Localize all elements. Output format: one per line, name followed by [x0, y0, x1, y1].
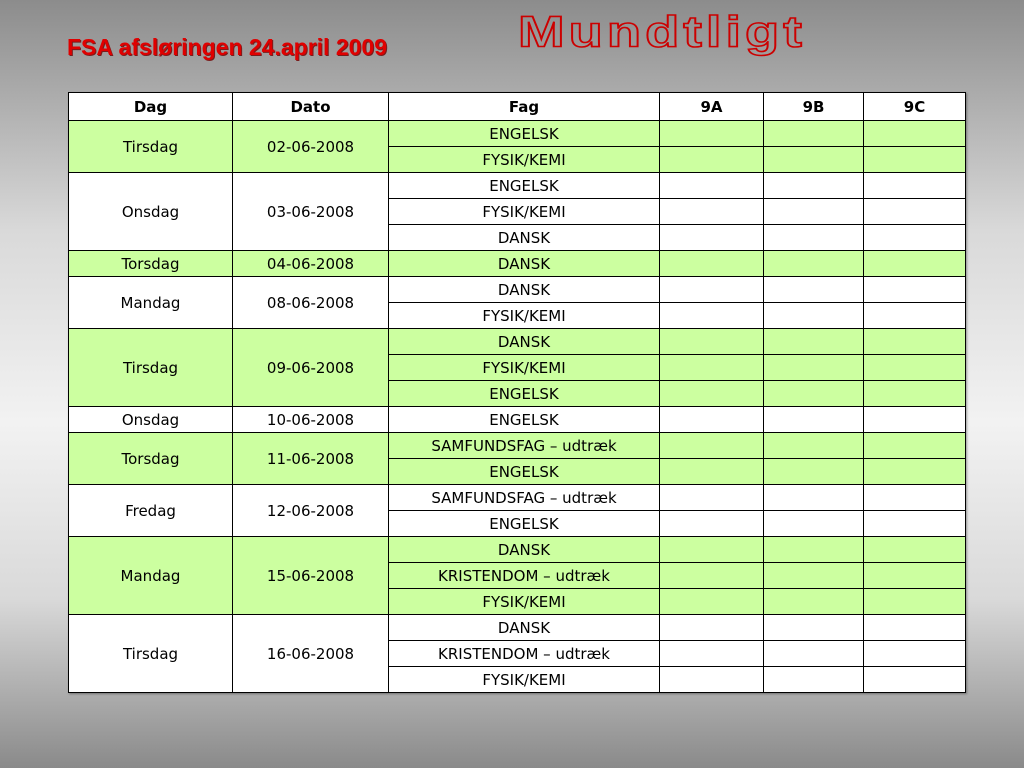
cell-class-9b — [764, 303, 864, 329]
cell-fag: KRISTENDOM – udtræk — [389, 563, 660, 589]
cell-class-9b — [764, 537, 864, 563]
cell-fag: SAMFUNDSFAG – udtræk — [389, 433, 660, 459]
cell-fag: ENGELSK — [389, 173, 660, 199]
cell-class-9b — [764, 173, 864, 199]
cell-class-9b — [764, 589, 864, 615]
column-header-dag: Dag — [69, 93, 233, 121]
cell-class-9b — [764, 251, 864, 277]
cell-class-9b — [764, 433, 864, 459]
cell-class-9b — [764, 147, 864, 173]
cell-dato: 11-06-2008 — [233, 433, 389, 485]
cell-class-9b — [764, 225, 864, 251]
cell-class-9b — [764, 355, 864, 381]
cell-class-9c — [864, 355, 966, 381]
cell-dag: Fredag — [69, 485, 233, 537]
subtitle: FSA afsløringen 24.april 2009 — [67, 34, 387, 60]
table-row — [69, 433, 966, 459]
cell-class-9c — [864, 459, 966, 485]
cell-class-9b — [764, 199, 864, 225]
cell-class-9c — [864, 511, 966, 537]
cell-dag: Mandag — [69, 537, 233, 615]
cell-fag: DANSK — [389, 537, 660, 563]
cell-class-9a — [660, 381, 764, 407]
cell-fag: DANSK — [389, 615, 660, 641]
cell-dag: Onsdag — [69, 173, 233, 251]
cell-class-9c — [864, 173, 966, 199]
cell-class-9b — [764, 121, 864, 147]
cell-dato: 02-06-2008 — [233, 121, 389, 173]
cell-class-9c — [864, 433, 966, 459]
cell-class-9a — [660, 641, 764, 667]
cell-fag: ENGELSK — [389, 121, 660, 147]
cell-class-9a — [660, 511, 764, 537]
column-header-dato: Dato — [233, 93, 389, 121]
cell-fag: FYSIK/KEMI — [389, 147, 660, 173]
column-header-9b: 9B — [764, 93, 864, 121]
cell-dag: Torsdag — [69, 433, 233, 485]
cell-class-9c — [864, 641, 966, 667]
cell-fag: FYSIK/KEMI — [389, 199, 660, 225]
cell-class-9c — [864, 199, 966, 225]
table-row — [69, 121, 966, 147]
table-row — [69, 407, 966, 433]
cell-dato: 10-06-2008 — [233, 407, 389, 433]
cell-class-9a — [660, 615, 764, 641]
cell-class-9a — [660, 433, 764, 459]
cell-fag: KRISTENDOM – udtræk — [389, 641, 660, 667]
cell-dato: 03-06-2008 — [233, 173, 389, 251]
cell-fag: DANSK — [389, 329, 660, 355]
table-row — [69, 251, 966, 277]
table-row — [69, 277, 966, 303]
cell-fag: ENGELSK — [389, 407, 660, 433]
cell-class-9c — [864, 225, 966, 251]
cell-class-9b — [764, 407, 864, 433]
cell-fag: FYSIK/KEMI — [389, 355, 660, 381]
table-body — [69, 121, 966, 693]
cell-class-9c — [864, 329, 966, 355]
cell-fag: FYSIK/KEMI — [389, 667, 660, 693]
cell-class-9a — [660, 121, 764, 147]
cell-class-9a — [660, 277, 764, 303]
cell-fag: FYSIK/KEMI — [389, 303, 660, 329]
cell-class-9c — [864, 485, 966, 511]
cell-fag: DANSK — [389, 225, 660, 251]
cell-class-9b — [764, 563, 864, 589]
cell-dag: Torsdag — [69, 251, 233, 277]
table-row — [69, 615, 966, 641]
cell-class-9b — [764, 511, 864, 537]
cell-class-9c — [864, 615, 966, 641]
cell-fag: FYSIK/KEMI — [389, 589, 660, 615]
cell-class-9c — [864, 563, 966, 589]
cell-class-9c — [864, 589, 966, 615]
cell-class-9c — [864, 251, 966, 277]
cell-class-9b — [764, 641, 864, 667]
cell-class-9c — [864, 381, 966, 407]
table-row — [69, 485, 966, 511]
cell-class-9c — [864, 303, 966, 329]
cell-class-9b — [764, 667, 864, 693]
cell-class-9a — [660, 147, 764, 173]
cell-fag: DANSK — [389, 277, 660, 303]
cell-dag: Onsdag — [69, 407, 233, 433]
cell-class-9a — [660, 355, 764, 381]
cell-dag: Tirsdag — [69, 615, 233, 693]
cell-class-9c — [864, 277, 966, 303]
cell-class-9a — [660, 537, 764, 563]
cell-dato: 09-06-2008 — [233, 329, 389, 407]
cell-dag: Mandag — [69, 277, 233, 329]
cell-fag: DANSK — [389, 251, 660, 277]
table-row — [69, 329, 966, 355]
cell-fag: ENGELSK — [389, 511, 660, 537]
cell-class-9a — [660, 173, 764, 199]
cell-class-9c — [864, 667, 966, 693]
cell-class-9c — [864, 147, 966, 173]
column-header-9a: 9A — [660, 93, 764, 121]
cell-dato: 16-06-2008 — [233, 615, 389, 693]
cell-class-9a — [660, 407, 764, 433]
cell-class-9b — [764, 329, 864, 355]
cell-fag: SAMFUNDSFAG – udtræk — [389, 485, 660, 511]
column-header-fag: Fag — [389, 93, 660, 121]
cell-dag: Tirsdag — [69, 121, 233, 173]
cell-class-9b — [764, 381, 864, 407]
cell-class-9b — [764, 615, 864, 641]
table-row — [69, 537, 966, 563]
cell-dato: 15-06-2008 — [233, 537, 389, 615]
cell-class-9a — [660, 303, 764, 329]
cell-class-9a — [660, 589, 764, 615]
cell-class-9c — [864, 407, 966, 433]
page-title: Mundtligt — [518, 6, 806, 57]
cell-class-9b — [764, 277, 864, 303]
cell-class-9a — [660, 251, 764, 277]
cell-class-9a — [660, 459, 764, 485]
table-header-row — [69, 93, 966, 121]
cell-class-9c — [864, 537, 966, 563]
column-header-9c: 9C — [864, 93, 966, 121]
table-row — [69, 173, 966, 199]
cell-class-9a — [660, 667, 764, 693]
cell-class-9b — [764, 485, 864, 511]
cell-fag: ENGELSK — [389, 459, 660, 485]
cell-class-9c — [864, 121, 966, 147]
cell-class-9a — [660, 485, 764, 511]
exam-schedule-table — [68, 92, 966, 693]
cell-dato: 12-06-2008 — [233, 485, 389, 537]
cell-class-9a — [660, 225, 764, 251]
cell-dato: 04-06-2008 — [233, 251, 389, 277]
cell-dag: Tirsdag — [69, 329, 233, 407]
cell-class-9a — [660, 563, 764, 589]
cell-dato: 08-06-2008 — [233, 277, 389, 329]
cell-class-9b — [764, 459, 864, 485]
cell-class-9a — [660, 329, 764, 355]
cell-fag: ENGELSK — [389, 381, 660, 407]
cell-class-9a — [660, 199, 764, 225]
